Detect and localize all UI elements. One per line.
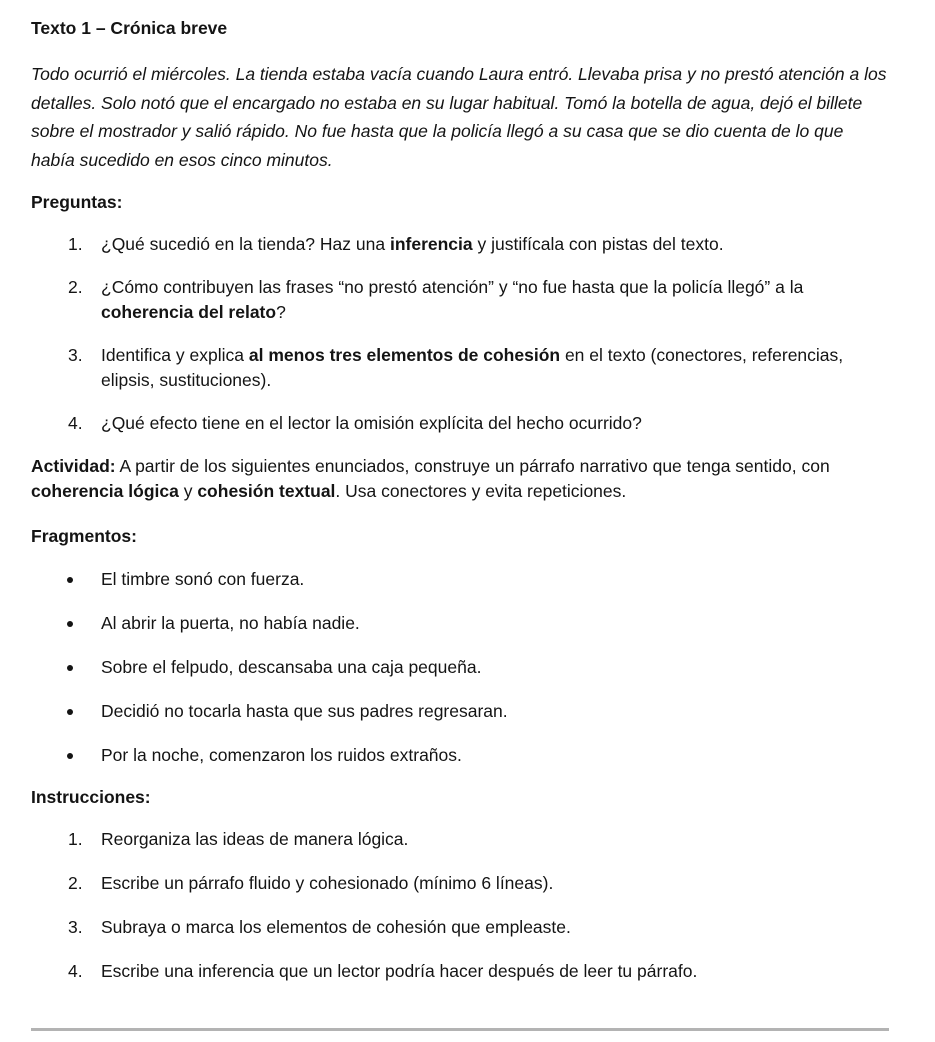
question-number: 4. <box>68 413 83 433</box>
bottom-divider <box>31 1028 889 1031</box>
instruction-text: Escribe una inferencia que un lector podría hacer después de leer tu párrafo. <box>101 961 698 981</box>
activity-text: . Usa conectores y evita repeticiones. <box>335 481 627 501</box>
fragment-item <box>31 611 891 636</box>
fragment-text: Sobre el felpudo, descansaba una caja pequeña. <box>101 657 482 677</box>
instruction-number: 3. <box>68 917 83 937</box>
questions-list <box>31 232 891 436</box>
fragment-item <box>31 743 891 768</box>
instruction-number: 2. <box>68 873 83 893</box>
question-text: ¿Qué sucedió en la tienda? Haz una <box>101 234 390 254</box>
question-text-end: en el texto (conectores, referencias, elipsis, sustituciones). <box>101 345 844 390</box>
question-text-end: ? <box>276 302 286 322</box>
question-number: 1. <box>68 234 83 254</box>
bullet-icon <box>67 665 73 671</box>
instruction-number: 4. <box>68 961 83 981</box>
fragment-text: Al abrir la puerta, no había nadie. <box>101 613 360 633</box>
activity-emphasis: coherencia lógica <box>31 481 179 501</box>
fragments-list <box>31 567 891 768</box>
bullet-icon <box>67 621 73 627</box>
activity-paragraph <box>31 454 891 504</box>
fragment-item <box>31 699 891 724</box>
instruction-item <box>31 871 891 896</box>
document-page <box>31 14 891 984</box>
instruction-text: Reorganiza las ideas de manera lógica. <box>101 829 409 849</box>
activity-label: Actividad: <box>31 456 116 476</box>
fragment-text: Por la noche, comenzaron los ruidos extraños. <box>101 745 462 765</box>
instruction-item <box>31 915 891 940</box>
fragment-text: Decidió no tocarla hasta que sus padres regresaran. <box>101 701 508 721</box>
chronicle-paragraph: Todo ocurrió el miércoles. La tienda estaba vacía cuando Laura entró. Llevaba prisa y no prestó atención a los detalles. Solo notó que el encargado no estaba en su lugar habitual. Tomó la botella de agua, dejó el billete sobre el mostrador y salió rápido. No fue hasta que la policía llegó a su casa que se dio cuenta de lo que había sucedido en esos cinco minutos. <box>31 64 887 170</box>
question-item <box>31 411 891 436</box>
question-emphasis: al menos tres elementos de cohesión <box>248 345 561 365</box>
questions-heading: Preguntas: <box>31 192 123 212</box>
question-text-end: y justifícala con pistas del texto. <box>472 234 724 254</box>
fragment-text: El timbre sonó con fuerza. <box>101 569 305 589</box>
question-number: 3. <box>68 345 83 365</box>
fragment-item <box>31 567 891 592</box>
instruction-item <box>31 827 891 852</box>
question-emphasis: coherencia del relato <box>101 302 277 322</box>
question-text: ¿Cómo contribuyen las frases “no prestó atención” y “no fue hasta que la policía llegó” a la <box>101 277 804 297</box>
question-text: Identifica y explica <box>101 345 249 365</box>
question-item <box>31 275 891 325</box>
document-title: Texto 1 – Crónica breve <box>31 18 228 38</box>
question-item <box>31 232 891 257</box>
question-number: 2. <box>68 277 83 297</box>
question-emphasis: inferencia <box>389 234 473 254</box>
question-text: ¿Qué efecto tiene en el lector la omisión explícita del hecho ocurrido? <box>101 413 642 433</box>
instruction-item <box>31 959 891 984</box>
activity-emphasis: cohesión textual <box>197 481 336 501</box>
bullet-icon <box>67 709 73 715</box>
activity-text: A partir de los siguientes enunciados, construye un párrafo narrativo que tenga sentido, con <box>115 456 830 476</box>
instructions-list <box>31 827 891 984</box>
fragments-heading: Fragmentos: <box>31 526 137 546</box>
instruction-text: Escribe un párrafo fluido y cohesionado (mínimo 6 líneas). <box>101 873 554 893</box>
instructions-heading: Instrucciones: <box>31 787 151 807</box>
activity-text: y <box>178 481 198 501</box>
instruction-text: Subraya o marca los elementos de cohesión que empleaste. <box>101 917 571 937</box>
bullet-icon <box>67 753 73 759</box>
question-item <box>31 343 891 393</box>
instruction-number: 1. <box>68 829 83 849</box>
bullet-icon <box>67 577 73 583</box>
fragment-item <box>31 655 891 680</box>
